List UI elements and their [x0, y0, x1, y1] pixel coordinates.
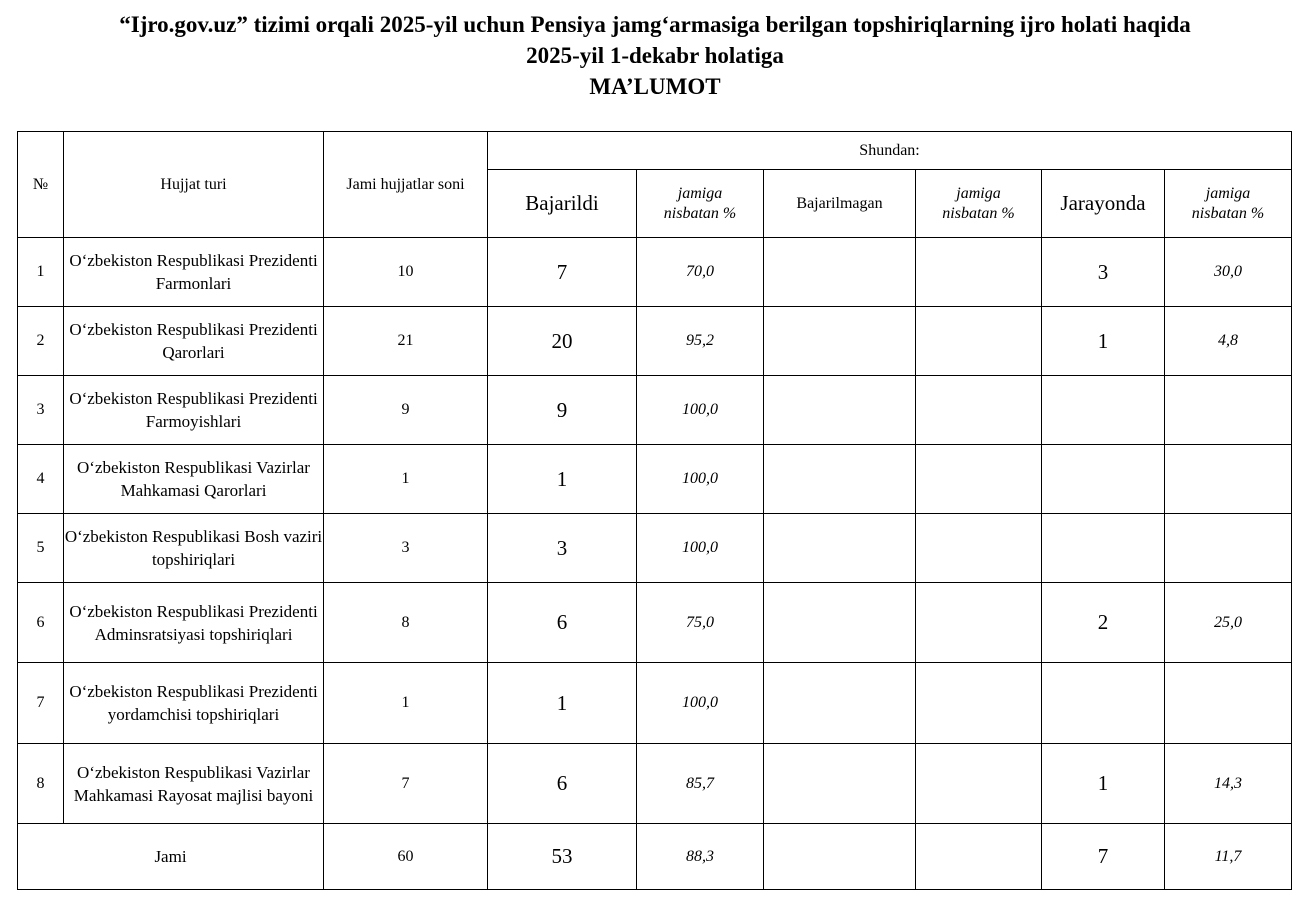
header-number: № [18, 132, 64, 238]
table-row [18, 583, 1292, 663]
total-docs: 60 [324, 824, 488, 890]
row-in-progress: 1 [1042, 307, 1165, 376]
title-line-1: “Ijro.gov.uz” tizimi orqali 2025-yil uchun Pensiya jamg‘armasiga berilgan topshiriqlarning ijro holati haqida [119, 12, 1191, 37]
row-in-progress-pct: 14,3 [1165, 744, 1292, 824]
total-done-pct: 88,3 [637, 824, 764, 890]
row-in-progress-pct: 30,0 [1165, 238, 1292, 307]
row-done: 1 [488, 445, 637, 514]
row-number: 1 [18, 238, 64, 307]
row-number: 8 [18, 744, 64, 824]
row-not-done-pct [916, 307, 1042, 376]
row-not-done-pct [916, 514, 1042, 583]
total-done: 53 [488, 824, 637, 890]
row-done: 3 [488, 514, 637, 583]
row-done: 9 [488, 376, 637, 445]
header-doc-type: Hujjat turi [64, 132, 324, 238]
row-doc-type: O‘zbekiston Respublikasi Prezidenti Farmoyishlari [64, 376, 324, 445]
row-not-done-pct [916, 376, 1042, 445]
row-not-done-pct [916, 663, 1042, 744]
row-done: 7 [488, 238, 637, 307]
row-doc-type: O‘zbekiston Respublikasi Prezidenti Farmonlari [64, 238, 324, 307]
row-total: 1 [324, 663, 488, 744]
row-done-pct: 95,2 [637, 307, 764, 376]
header-done: Bajarildi [488, 170, 637, 238]
row-done-pct: 100,0 [637, 376, 764, 445]
row-doc-type: O‘zbekiston Respublikasi Bosh vaziri topshiriqlari [64, 514, 324, 583]
row-in-progress-pct [1165, 663, 1292, 744]
table-row [18, 307, 1292, 376]
title-line-3: MA’LUMOT [589, 74, 721, 99]
header-row-1 [18, 132, 1292, 170]
row-not-done [764, 307, 916, 376]
row-in-progress-pct [1165, 514, 1292, 583]
row-not-done [764, 445, 916, 514]
row-in-progress-pct: 25,0 [1165, 583, 1292, 663]
table-row [18, 514, 1292, 583]
total-not-done-pct [916, 824, 1042, 890]
header-of-which: Shundan: [488, 132, 1292, 170]
row-not-done [764, 238, 916, 307]
row-doc-type: O‘zbekiston Respublikasi Prezidenti yordamchisi topshiriqlari [64, 663, 324, 744]
row-total: 8 [324, 583, 488, 663]
row-total: 1 [324, 445, 488, 514]
row-total: 10 [324, 238, 488, 307]
header-total-docs: Jami hujjatlar soni [324, 132, 488, 238]
row-not-done-pct [916, 238, 1042, 307]
row-done-pct: 85,7 [637, 744, 764, 824]
table-row [18, 744, 1292, 824]
row-done: 1 [488, 663, 637, 744]
row-not-done [764, 376, 916, 445]
row-not-done-pct [916, 744, 1042, 824]
row-number: 6 [18, 583, 64, 663]
row-not-done [764, 514, 916, 583]
row-done: 6 [488, 744, 637, 824]
row-done-pct: 100,0 [637, 514, 764, 583]
table-row [18, 376, 1292, 445]
row-number: 7 [18, 663, 64, 744]
row-in-progress [1042, 514, 1165, 583]
row-total: 21 [324, 307, 488, 376]
row-total: 3 [324, 514, 488, 583]
row-done-pct: 100,0 [637, 663, 764, 744]
row-in-progress [1042, 663, 1165, 744]
header-not-done-pct: jamiga nisbatan % [916, 170, 1042, 238]
row-number: 4 [18, 445, 64, 514]
row-number: 3 [18, 376, 64, 445]
row-in-progress-pct [1165, 445, 1292, 514]
row-in-progress: 2 [1042, 583, 1165, 663]
row-done: 6 [488, 583, 637, 663]
row-not-done [764, 583, 916, 663]
table-row [18, 663, 1292, 744]
row-in-progress: 3 [1042, 238, 1165, 307]
row-total: 7 [324, 744, 488, 824]
total-in-progress-pct: 11,7 [1165, 824, 1292, 890]
row-not-done-pct [916, 445, 1042, 514]
title-line-2: 2025-yil 1-dekabr holatiga [526, 43, 784, 68]
total-label: Jami [18, 824, 324, 890]
table-row [18, 238, 1292, 307]
header-in-progress-pct: jamiga nisbatan % [1165, 170, 1292, 238]
row-not-done [764, 744, 916, 824]
row-in-progress-pct: 4,8 [1165, 307, 1292, 376]
row-number: 2 [18, 307, 64, 376]
header-done-pct: jamiga nisbatan % [637, 170, 764, 238]
row-done-pct: 70,0 [637, 238, 764, 307]
row-not-done [764, 663, 916, 744]
table-row [18, 445, 1292, 514]
row-total: 9 [324, 376, 488, 445]
row-doc-type: O‘zbekiston Respublikasi Prezidenti Adminsratsiyasi topshiriqlari [64, 583, 324, 663]
total-not-done [764, 824, 916, 890]
row-in-progress-pct [1165, 376, 1292, 445]
row-done-pct: 100,0 [637, 445, 764, 514]
row-number: 5 [18, 514, 64, 583]
total-row [18, 824, 1292, 890]
total-in-progress: 7 [1042, 824, 1165, 890]
report-table [17, 131, 1292, 890]
row-doc-type: O‘zbekiston Respublikasi Prezidenti Qarorlari [64, 307, 324, 376]
row-in-progress [1042, 376, 1165, 445]
header-not-done: Bajarilmagan [764, 170, 916, 238]
header-in-progress: Jarayonda [1042, 170, 1165, 238]
row-doc-type: O‘zbekiston Respublikasi Vazirlar Mahkamasi Rayosat majlisi bayoni [64, 744, 324, 824]
document-title [0, 9, 1310, 102]
row-in-progress [1042, 445, 1165, 514]
row-done: 20 [488, 307, 637, 376]
row-in-progress: 1 [1042, 744, 1165, 824]
row-not-done-pct [916, 583, 1042, 663]
row-doc-type: O‘zbekiston Respublikasi Vazirlar Mahkamasi Qarorlari [64, 445, 324, 514]
row-done-pct: 75,0 [637, 583, 764, 663]
